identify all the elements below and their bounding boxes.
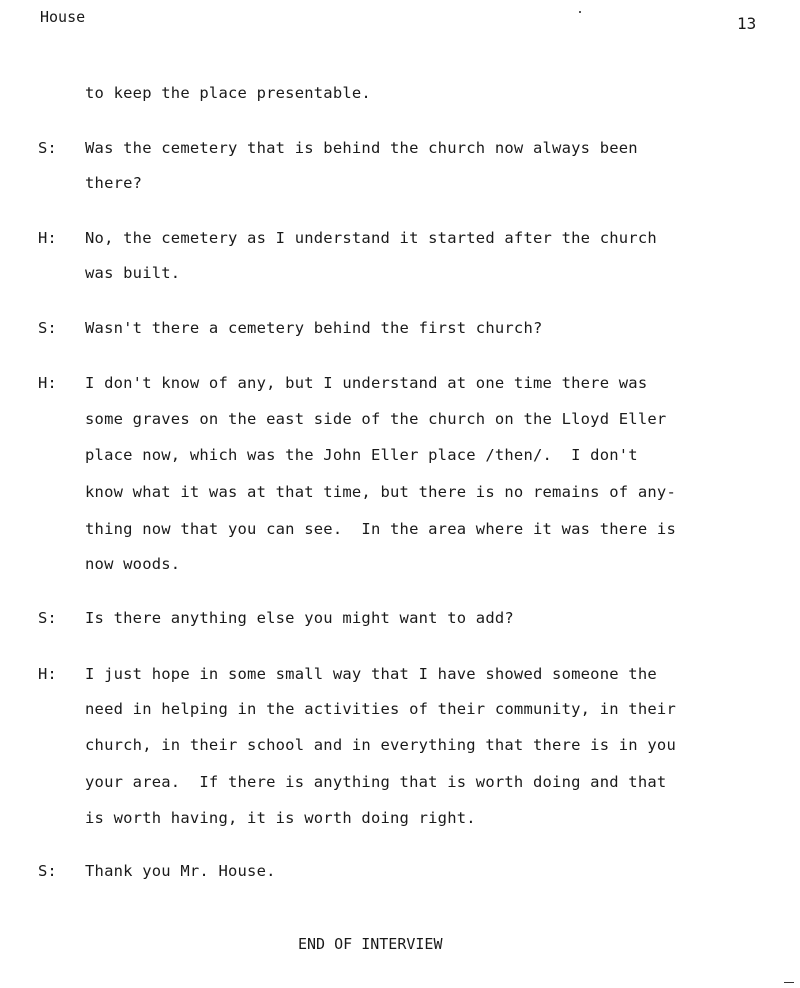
transcript-line: there? [85, 174, 143, 192]
transcript-line: place now, which was the John Eller place /then/. I don't [85, 446, 638, 464]
transcript-line: some graves on the east side of the church on the Lloyd Eller [85, 410, 667, 428]
speaker-label: S: [38, 139, 57, 157]
speaker-label: S: [38, 319, 57, 337]
transcript-line: now woods. [85, 555, 181, 573]
transcript-line: Wasn't there a cemetery behind the first church? [85, 319, 543, 337]
transcript-line: No, the cemetery as I understand it started after the church [85, 229, 657, 247]
speaker-label: H: [38, 374, 57, 392]
end-of-interview: END OF INTERVIEW [298, 935, 443, 953]
margin-dash [784, 982, 794, 983]
transcript-line: Thank you Mr. House. [85, 862, 276, 880]
page-number: 13 [737, 14, 757, 33]
transcript-line: is worth having, it is worth doing right. [85, 809, 476, 827]
transcript-line: I just hope in some small way that I have showed someone the [85, 665, 657, 683]
transcript-line: Was the cemetery that is behind the church now always been [85, 139, 638, 157]
transcript-line: church, in their school and in everything that there is in you [85, 736, 676, 754]
speaker-label: S: [38, 609, 57, 627]
speaker-label: H: [38, 665, 57, 683]
header-name: House [40, 8, 86, 26]
speaker-label: H: [38, 229, 57, 247]
scan-speck [579, 11, 581, 13]
transcript-line: your area. If there is anything that is worth doing and that [85, 773, 667, 791]
transcript-line: need in helping in the activities of their community, in their [85, 700, 676, 718]
transcript-line: was built. [85, 264, 181, 282]
transcript-line: I don't know of any, but I understand at one time there was [85, 374, 648, 392]
speaker-label: S: [38, 862, 57, 880]
transcript-line: Is there anything else you might want to add? [85, 609, 514, 627]
transcript-line: know what it was at that time, but there is no remains of any- [85, 483, 676, 501]
transcript-line: to keep the place presentable. [85, 84, 371, 102]
transcript-line: thing now that you can see. In the area where it was there is [85, 520, 676, 538]
